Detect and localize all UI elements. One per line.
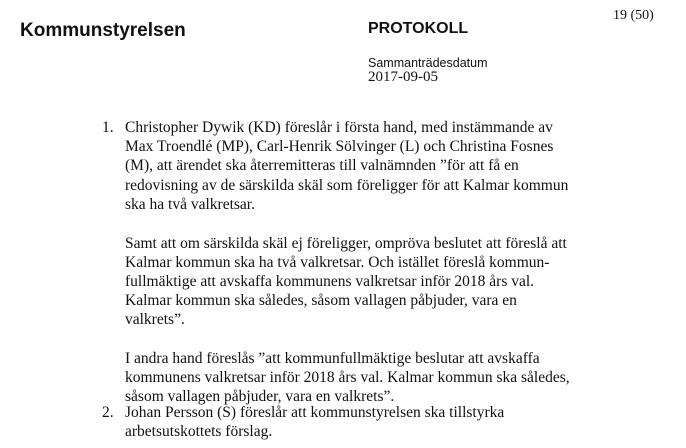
text-line: I andra hand föreslås ”att kommunfullmäktige beslutar att avskaffa bbox=[125, 350, 540, 368]
text-line: Kalmar kommun ska således, såsom vallagen påbjuder, vara en bbox=[125, 292, 517, 310]
list-item-number: 1. bbox=[102, 119, 114, 136]
text-line: ska ha två valkretsar. bbox=[125, 195, 255, 213]
meeting-date: 2017-09-05 bbox=[368, 69, 438, 85]
text-line: valkrets”. bbox=[125, 311, 185, 329]
text-line: såsom vallagen påbjuder, vara en valkrets”. bbox=[125, 388, 395, 406]
paragraph bbox=[125, 118, 571, 214]
text-line: redovisning av de särskilda skäl som föreligger för att Kalmar kommun bbox=[125, 176, 569, 194]
page-number: 19 (50) bbox=[613, 8, 654, 23]
text-line: arbetsutskottets förslag. bbox=[125, 423, 273, 441]
list-item-number: 2. bbox=[102, 404, 114, 421]
organization-name: Kommunstyrelsen bbox=[20, 20, 186, 41]
meeting-date-label: Sammanträdesdatum bbox=[368, 56, 488, 70]
text-line: fullmäktige att avskaffa kommunens valkretsar inför 2018 års val. bbox=[125, 272, 535, 290]
text-line: kommunens valkretsar inför 2018 års val. Kalmar kommun ska således, bbox=[125, 369, 570, 387]
text-line: Samt att om särskilda skäl ej föreligger, ompröva beslutet att föreslå att bbox=[125, 234, 567, 252]
list-item-body bbox=[125, 118, 571, 407]
text-line: Kalmar kommun ska ha två valkretsar. Och istället föreslå kommun- bbox=[125, 253, 550, 271]
text-line: Christopher Dywik (KD) föreslår i första hand, med instämmande av bbox=[125, 119, 553, 136]
paragraph bbox=[125, 403, 571, 441]
text-line: (M), att ärendet ska återremitteras till valnämnden ”för att få en bbox=[125, 157, 519, 175]
paragraph bbox=[125, 349, 571, 407]
document-type: PROTOKOLL bbox=[368, 20, 469, 37]
text-line: Johan Persson (S) föreslår att kommunstyrelsen ska tillstyrka bbox=[125, 404, 505, 421]
text-line: Max Troendlé (MP), Carl-Henrik Sölvinger (L) och Christina Fosnes bbox=[125, 138, 554, 156]
list-item-body bbox=[125, 403, 571, 441]
paragraph bbox=[125, 234, 571, 330]
